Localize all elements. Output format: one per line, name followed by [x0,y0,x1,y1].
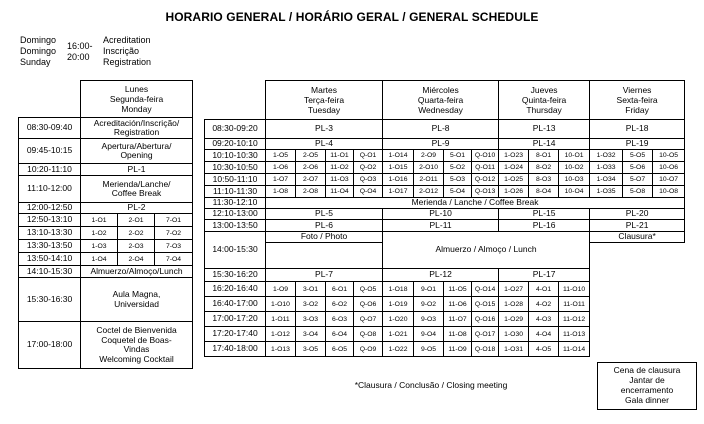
thursday-header [499,81,590,120]
time-cell: 12:50-13:10 [19,214,81,227]
session-cell: Q-O6 [354,297,383,312]
session-row [205,297,685,312]
session-cell: 4-O5 [529,342,559,357]
time-cell: 09:45-10:15 [19,139,81,164]
session-cell: 7-O1 [155,214,193,227]
session-cell: 11-O8 [444,327,472,342]
session-cell: 1-O19 [383,297,414,312]
aula-magna-text-1: Aula Magna, [112,289,161,299]
session-cell: 5-O5 [623,150,653,162]
session-cell: 2-O12 [414,186,444,198]
session-cell: 6-O1 [326,282,354,297]
friday-afternoon-blank [590,243,685,269]
session-cell: Q-O7 [354,312,383,327]
thursday-header-pt: Quinta-feira [521,95,567,105]
wednesday-header-en: Wednesday [418,105,463,115]
session-cell: 1-O21 [383,327,414,342]
session-cell: Q-O16 [472,312,499,327]
time-cell: 11:30-12:10 [205,198,266,209]
session-cell: 10-O2 [559,162,590,174]
session-cell: 10-O7 [653,174,685,186]
welcome-cocktail-cell [81,322,193,369]
session-cell: 3-O2 [296,297,326,312]
session-cell: 3-O4 [296,327,326,342]
session-cell: 1-O6 [266,162,296,174]
plenary-cell: PL-9 [383,139,499,150]
time-cell: 17:00-17:20 [205,312,266,327]
blank-cell [590,282,685,297]
session-cell: 3-O1 [296,282,326,297]
plenary-cell: PL-20 [590,209,685,220]
session-row [205,150,685,162]
cocktail-text-1: Coctel de Bienvenida [96,325,177,335]
sunday-desc-en: Registration [103,57,152,67]
time-cell: 13:00-13:50 [205,220,266,232]
registration-text-1: Acreditación/Inscrição/ [93,117,180,128]
sunday-time-start: 16:00- [67,41,93,51]
plenary-cell: PL-15 [499,209,590,220]
plenary-cell: PL-4 [266,139,383,150]
plenary-cell: PL-5 [266,209,383,220]
session-cell: 2-O10 [414,162,444,174]
session-cell: Q-O5 [354,282,383,297]
session-cell: 2-O1 [118,214,155,227]
cocktail-text-2: Coquetel de Boas- [101,334,172,345]
session-cell: 1-O17 [383,186,414,198]
session-cell: 5-O1 [444,150,472,162]
registration-cell [81,118,193,139]
session-cell: 1-O14 [383,150,414,162]
lunch-cell: Almuerzo/Almoço/Lunch [81,266,193,278]
aula-magna-text-2: Universidad [114,298,159,309]
session-cell: 10-O6 [653,162,685,174]
time-cell: 16:20-16:40 [205,282,266,297]
session-row [205,312,685,327]
coffee-break-text-2: Coffee Break [111,188,162,198]
session-cell: 2-O11 [414,174,444,186]
session-cell: 1-O35 [590,186,623,198]
session-cell: 3-O3 [296,312,326,327]
time-cell: 15:30-16:20 [205,269,266,282]
tuesday-header-es: Martes [311,85,337,95]
coffee-break-cell [81,176,193,203]
session-cell: 1-O16 [383,174,414,186]
gala-dinner-box [597,362,697,410]
friday-header-es: Viernes [622,85,652,95]
time-cell: 12:00-12:50 [19,203,81,214]
session-cell: 4-O1 [529,282,559,297]
time-cell: 11:10-12:00 [19,176,81,203]
session-cell: 8-O2 [529,162,559,174]
plenary-cell: PL-10 [383,209,499,220]
session-cell: Q-O3 [354,174,383,186]
gala-text-1: Cena de clausura [613,365,681,375]
blank-cell [590,312,685,327]
sunday-desc-pt: Inscrição [103,46,140,56]
session-cell: 2-O5 [296,150,326,162]
session-cell: 2-O3 [118,240,155,253]
session-row [205,327,685,342]
session-cell: 6-O3 [326,312,354,327]
session-cell: 11-O11 [559,297,590,312]
plenary-cell: PL-21 [590,220,685,232]
wednesday-header [383,81,499,120]
friday-header [590,81,685,120]
plenary-cell: PL-17 [499,269,590,282]
session-cell: 1-O24 [499,162,529,174]
session-cell: 1-O5 [266,150,296,162]
session-cell: 5-O7 [623,174,653,186]
time-cell: 14:10-15:30 [19,266,81,278]
sunday-time [67,41,93,63]
session-cell: 3-O5 [296,342,326,357]
session-cell: Q-O11 [472,162,499,174]
session-cell: Q-O4 [354,186,383,198]
session-cell: 11-O7 [444,312,472,327]
session-cell: Q-O2 [354,162,383,174]
session-cell: 1-O13 [266,342,296,357]
blank-cell [590,297,685,312]
thursday-header-en: Thursday [526,105,562,115]
tuesday-header-pt: Terça-feira [303,95,345,105]
monday-table [18,80,193,369]
time-cell: 13:10-13:30 [19,227,81,240]
session-cell: 1-O34 [590,174,623,186]
wednesday-header-pt: Quarta-feira [417,95,464,105]
session-cell: 9-O3 [414,312,444,327]
session-cell: 6-O5 [326,342,354,357]
session-cell: 4-O2 [529,297,559,312]
session-cell: Q-O8 [354,327,383,342]
plenary-cell: PL-3 [266,120,383,139]
session-cell: 1-O4 [81,253,118,266]
session-cell: 11-O13 [559,327,590,342]
photo-cell: Foto / Photo [266,232,383,243]
time-cell: 13:50-14:10 [19,253,81,266]
friday-header-en: Friday [625,105,649,115]
session-cell: 6-O2 [326,297,354,312]
session-cell: Q-O17 [472,327,499,342]
session-cell: 2-O7 [296,174,326,186]
session-cell: Q-O18 [472,342,499,357]
session-cell: 9-O4 [414,327,444,342]
sunday-days [20,35,56,68]
time-cell: 15:30-16:30 [19,278,81,322]
time-cell: 13:30-13:50 [19,240,81,253]
session-cell: 5-O8 [623,186,653,198]
session-row [205,174,685,186]
session-row [205,186,685,198]
session-cell: 11-O12 [559,312,590,327]
session-cell: 10-O3 [559,174,590,186]
session-row [205,162,685,174]
session-cell: Q-O10 [472,150,499,162]
tuesday-header [266,81,383,120]
monday-header [81,81,193,118]
blank-cell [590,342,685,357]
session-cell: 5-O4 [444,186,472,198]
session-cell: 1-O1 [81,214,118,227]
session-cell: 1-O25 [499,174,529,186]
session-cell: 2-O9 [414,150,444,162]
session-cell: 2-O6 [296,162,326,174]
session-cell: 5-O3 [444,174,472,186]
session-cell: 1-O2 [81,227,118,240]
session-cell: 1-O33 [590,162,623,174]
registration-text-2: Registration [113,127,160,137]
session-cell: 7-O2 [155,227,193,240]
session-cell: 11-O14 [559,342,590,357]
friday-header-pt: Sexta-feira [616,95,658,105]
session-cell: 9-O2 [414,297,444,312]
plenary-cell: PL-1 [81,164,193,176]
sunday-day-pt: Domingo [20,46,57,56]
time-cell: 12:10-13:00 [205,209,266,220]
closing-meeting-note: *Clausura / Conclusão / Closing meeting [354,380,508,390]
session-cell: 10-O1 [559,150,590,162]
session-cell: 8-O1 [529,150,559,162]
time-cell: 11:10-11:30 [205,186,266,198]
session-cell: 2-O8 [296,186,326,198]
session-cell: 1-O15 [383,162,414,174]
session-cell: 1-O12 [266,327,296,342]
coffee-break-cell: Merienda / Lanche / Coffee Break [266,198,685,209]
time-cell: 08:30-09:20 [205,120,266,139]
session-cell: 7-O3 [155,240,193,253]
session-cell: 1-O29 [499,312,529,327]
session-cell: 1-O7 [266,174,296,186]
cocktail-text-3: Vindas [123,344,150,354]
session-cell: 6-O4 [326,327,354,342]
monday-header-pt: Segunda-feira [109,94,164,104]
cocktail-text-4: Welcoming Cocktail [99,353,174,364]
monday-header-en: Monday [121,104,152,114]
aula-magna-cell [81,278,193,322]
session-cell: 1-O18 [383,282,414,297]
session-cell: 4-O4 [529,327,559,342]
sunday-time-end: 20:00 [67,52,90,62]
session-cell: 1-O9 [266,282,296,297]
session-cell: 10-O5 [653,150,685,162]
plenary-cell: PL-19 [590,139,685,150]
session-cell: Q-O13 [472,186,499,198]
lunch-cell: Almuerzo / Almoço / Lunch [383,232,590,269]
afternoon-sessions [205,282,685,357]
coffee-break-text-1: Merienda/Lanche/ [102,178,171,189]
week-corner [205,81,266,120]
time-cell: 09:20-10:10 [205,139,266,150]
session-cell: Q-O1 [354,150,383,162]
sunday-description [103,35,151,68]
plenary-cell: PL-16 [499,220,590,232]
session-cell: 1-O31 [499,342,529,357]
plenary-cell: PL-14 [499,139,590,150]
gala-text-3: encerramento [620,385,674,395]
session-cell: 4-O3 [529,312,559,327]
plenary-cell: PL-12 [383,269,499,282]
sunday-day-en: Sunday [20,57,51,67]
session-cell: Q-O14 [472,282,499,297]
sunday-day-es: Domingo [20,35,57,45]
time-cell: 08:30-09:40 [19,118,81,139]
blank-cell [590,327,685,342]
time-cell: 10:30-10:50 [205,162,266,174]
page-title: HORARIO GENERAL / HORÁRIO GERAL / GENERAL SCHEDULE [165,10,539,24]
session-cell: 1-O22 [383,342,414,357]
session-cell: 1-O26 [499,186,529,198]
session-cell: Q-O15 [472,297,499,312]
session-cell: 11-O3 [326,174,354,186]
opening-text-2: Opening [120,150,153,160]
opening-cell [81,139,193,164]
blank-cell [590,269,685,282]
sunday-desc-es: Acreditation [103,35,151,45]
session-cell: 11-O6 [444,297,472,312]
session-row [205,282,685,297]
session-cell: 1-O27 [499,282,529,297]
session-cell: 11-O2 [326,162,354,174]
wednesday-header-es: Miércoles [422,85,459,95]
session-cell: 1-O23 [499,150,529,162]
plenary-cell: PL-2 [81,203,193,214]
session-cell: 5-O6 [623,162,653,174]
session-cell: 11-O10 [559,282,590,297]
time-cell: 17:20-17:40 [205,327,266,342]
session-cell: Q-O9 [354,342,383,357]
time-cell: 10:10-10:30 [205,150,266,162]
tuesday-header-en: Tuesday [307,105,341,115]
gala-text-2: Jantar de [629,375,665,385]
lunch-cell-tuesday [266,243,383,269]
plenary-cell: PL-18 [590,120,685,139]
session-cell: Q-O12 [472,174,499,186]
session-cell: 10-O4 [559,186,590,198]
session-cell: 1-O20 [383,312,414,327]
morning-sessions [205,150,685,198]
session-cell: 10-O8 [653,186,685,198]
session-cell: 8-O4 [529,186,559,198]
monday-corner [19,81,81,118]
session-cell: 1-O32 [590,150,623,162]
session-row [205,342,685,357]
session-cell: 1-O11 [266,312,296,327]
time-cell: 17:40-18:00 [205,342,266,357]
plenary-cell: PL-13 [499,120,590,139]
time-cell: 16:40-17:00 [205,297,266,312]
closing-meeting-cell: Clausura* [590,232,685,243]
plenary-cell: PL-11 [383,220,499,232]
session-cell: 1-O8 [266,186,296,198]
time-cell: 10:20-11:10 [19,164,81,176]
time-cell: 10:50-11:10 [205,174,266,186]
gala-text-4: Gala dinner [625,395,669,405]
session-cell: 5-O2 [444,162,472,174]
time-cell: 14:00-15:30 [205,232,266,269]
session-cell: 11-O1 [326,150,354,162]
thursday-header-es: Jueves [530,85,558,95]
plenary-cell: PL-7 [266,269,383,282]
session-cell: 2-O2 [118,227,155,240]
session-cell: 1-O30 [499,327,529,342]
session-cell: 1-O10 [266,297,296,312]
time-cell: 17:00-18:00 [19,322,81,369]
week-table [204,80,685,357]
session-cell: 11-O4 [326,186,354,198]
plenary-cell: PL-6 [266,220,383,232]
session-cell: 9-O1 [414,282,444,297]
session-cell: 11-O5 [444,282,472,297]
session-cell: 8-O3 [529,174,559,186]
session-cell: 2-O4 [118,253,155,266]
opening-text-1: Apertura/Abertura/ [101,140,172,151]
session-cell: 9-O5 [414,342,444,357]
plenary-cell: PL-8 [383,120,499,139]
session-cell: 11-O9 [444,342,472,357]
monday-header-es: Lunes [124,84,149,94]
session-cell: 1-O28 [499,297,529,312]
session-cell: 7-O4 [155,253,193,266]
session-cell: 1-O3 [81,240,118,253]
